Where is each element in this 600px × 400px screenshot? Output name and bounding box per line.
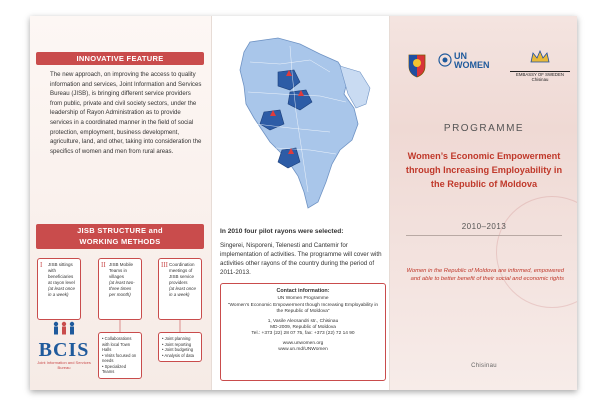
contact-website-1[interactable]: www.unwomen.org [282, 340, 324, 346]
contact-org: UN Women Programme [277, 296, 329, 302]
box-note: (at least two-three times per month) [109, 280, 135, 297]
brochure-sheet [30, 16, 577, 390]
divider [406, 235, 562, 236]
programme-title: Women’s Economic Empowerment through Increasing Employability in the Republic of Moldova [405, 151, 563, 189]
moldova-map [220, 32, 388, 212]
box-text: JISB sittings with beneficiaries at rayon level [48, 262, 75, 285]
contact-heading: Contact information: [276, 288, 330, 294]
structure-box-1 [37, 258, 81, 320]
programme-years: 2010–2013 [461, 222, 507, 231]
sub-box-methods [98, 332, 142, 379]
structure-box-3 [158, 258, 202, 320]
contact-box [220, 283, 386, 381]
un-emblem-icon [438, 53, 452, 67]
programme-label: PROGRAMME [443, 123, 525, 134]
bcis-logo-text: BCIS [38, 339, 90, 361]
contact-address-1: 1, Vasile Alecsandri str., Chisinau [267, 318, 339, 324]
contact-address-2: MD-2009, Republic of Moldova [270, 325, 336, 331]
sweden-logo-text: EMBASSY OF SWEDEN [510, 71, 570, 77]
un-women-logo-text: UN WOMEN [454, 51, 490, 70]
structure-box-2 [98, 258, 142, 320]
jisb-structure-heading [36, 224, 204, 249]
box-text: JISB Mobile Teams in villages [109, 262, 134, 279]
box-note: (at least once in a week) [169, 286, 197, 297]
box-number: II [101, 261, 106, 269]
sub-item: • Analysis of data [162, 352, 194, 358]
contact-programme: “Women’s Economic Empowerment though Increasing Employability in the Republic of Moldova” [227, 302, 379, 315]
programme-slogan: Women in the Republic of Moldova are informed, empowered and able to better benefit of their social and economic rights [406, 268, 564, 282]
box-note: (at least once in a week) [48, 286, 76, 297]
box-number: I [40, 261, 43, 269]
middle-panel [211, 16, 390, 390]
box-text: Coordination meetings of JISB service providers [169, 262, 195, 285]
sweden-logo [510, 48, 570, 82]
map-country-shape [240, 38, 358, 208]
structure-heading-line2: WORKING METHODS [79, 237, 161, 246]
left-panel [30, 16, 211, 390]
structure-heading-line1: JISB STRUCTURE and [77, 226, 163, 235]
innovative-feature-heading: INNOVATIVE FEATURE [36, 52, 204, 65]
sub-item: • Joint planning [162, 336, 191, 341]
moldova-coat-of-arms-icon [406, 52, 428, 78]
decorative-circle [496, 196, 577, 308]
pilot-rayons-text: Singerei, Nisporeni, Telenesti and Cantemir for implementation of activities. The programme will cover with activities other rayons of the country during the period of 2011-2013. [220, 242, 382, 276]
cover-city: Chisinau [471, 363, 497, 369]
pilot-rayons-heading: In 2010 four pilot rayons were selected: [220, 228, 344, 235]
partner-logos [398, 44, 574, 89]
contact-phone: Tel.: +373 (22) 28 07 75, fax: +373 (22) 72 14 90 [251, 331, 355, 337]
sweden-crown-icon [529, 48, 551, 66]
innovative-feature-text: The new approach, on improving the access to quality information and services, Joint Information and Services Bureau (JISB), is bringing different service providers from public, private and civil society sectors, under the leadership of Rayon Administration as to provide services in a coordinated manner in the field of social protection, employment, business development, agriculture, land, and other, taking into consideration the specifics of women and men from rural areas. [50, 71, 202, 155]
sub-item: • Joint budgeting [162, 347, 194, 352]
contact-website-2[interactable]: www.un.md/UNWomen [278, 347, 328, 353]
bcis-logo-subtitle: Joint Information and Services Bureau [37, 360, 91, 370]
sub-item: • Specialized Teams [102, 363, 127, 374]
sweden-logo-city: Chisinau [531, 77, 549, 82]
sub-item: • Collaborations with local Town Halls [102, 336, 132, 352]
sub-item: • Visits focused on needs [102, 352, 137, 363]
box-number: III [161, 261, 168, 269]
sub-box-coordination [158, 332, 202, 362]
cover-panel [389, 16, 577, 390]
bcis-logo [36, 321, 92, 381]
sub-item: • Joint reporting [162, 341, 192, 347]
bcis-people-icon [44, 321, 84, 335]
